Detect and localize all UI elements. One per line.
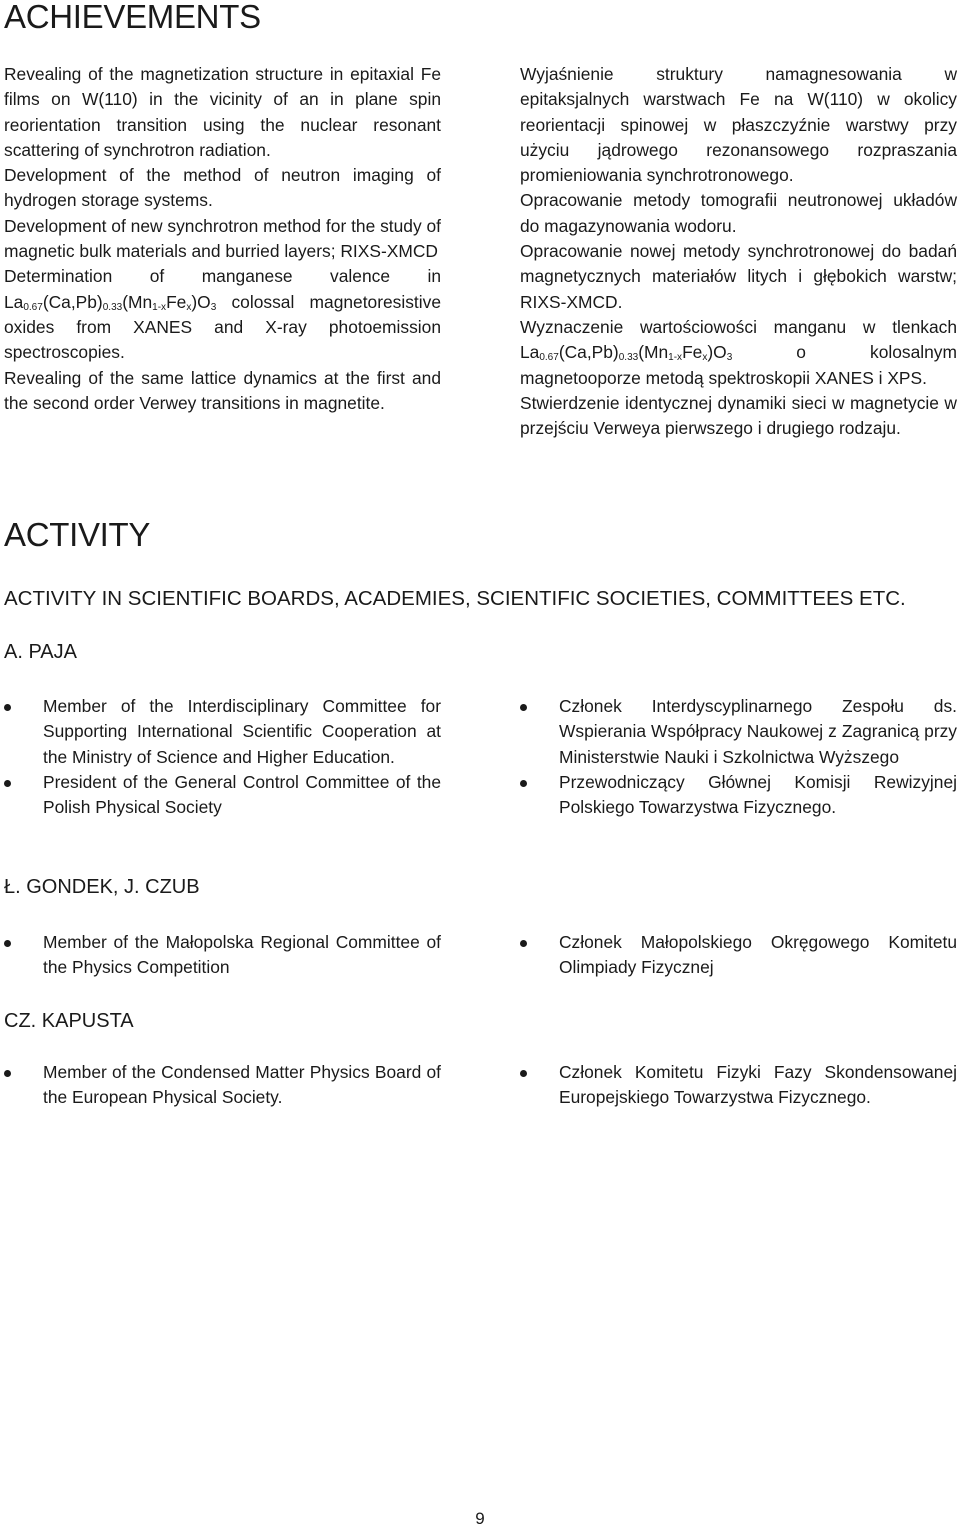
achievement-en-2: Development of the method of neutron imaging of hydrogen storage systems. — [4, 165, 441, 211]
person-name: A. PAJA — [4, 641, 77, 663]
bullet-icon — [520, 1070, 527, 1077]
list-item: Member of the Małopolska Regional Committee of the Physics Competition — [4, 930, 441, 981]
bullet-icon — [520, 780, 527, 787]
achievements-english-column — [4, 62, 441, 416]
achievements-heading: ACHIEVEMENTS — [4, 0, 261, 35]
achievement-pl-3: Opracowanie nowej metody synchrotronowej do badań magnetycznych materiałów litych i głębokich warstw; RIXS-XMCD. — [520, 241, 957, 312]
list-item: Member of the Interdisciplinary Committee for Supporting International Scientific Cooperation at the Ministry of Science and Higher Education. — [4, 694, 441, 770]
activity-subheading: ACTIVITY IN SCIENTIFIC BOARDS, ACADEMIES, SCIENTIFIC SOCIETIES, COMMITTEES ETC. — [4, 587, 906, 610]
bullet-icon — [4, 940, 11, 947]
bullet-icon — [520, 704, 527, 711]
activity-heading: ACTIVITY — [4, 516, 151, 553]
group-3-polish-list — [520, 1060, 957, 1111]
achievement-pl-5: Stwierdzenie identycznej dynamiki sieci w magnetycie w przejściu Verweya pierwszego i drugiego rodzaju. — [520, 392, 957, 439]
bullet-icon — [4, 704, 11, 711]
bullet-icon — [4, 780, 11, 787]
achievement-en-4-lead: Determination of manganese valence in — [4, 266, 441, 287]
bullet-icon — [4, 1070, 11, 1077]
achievement-pl-1: Wyjaśnienie struktury namagnesowania w epitaksjalnych warstwach Fe na W(110) w okolicy reorientacji spinowej w płaszczyźnie warstwy przy użyciu jądrowego rezonansowego rozpraszania promieniowania synchrotronowego. — [520, 64, 957, 186]
person-name: CZ. KAPUSTA — [4, 1010, 134, 1032]
chemical-formula: $La_{0.67}(Ca,Pb)_{0.33}(Mn_{1-x}Fe_x)O_3$ — [520, 342, 733, 364]
chemical-formula: $La_{0.67}(Ca,Pb)_{0.33}(Mn_{1-x}Fe_x)O_3$ — [4, 291, 217, 313]
group-1-english-list — [4, 694, 441, 820]
achievement-en-5: Revealing of the same lattice dynamics at the first and the second order Verwey transitions in magnetite. — [4, 367, 441, 413]
list-item: Członek Małopolskiego Okręgowego Komitetu Olimpiady Fizycznej — [520, 930, 957, 981]
group-2-polish-list — [520, 930, 957, 981]
group-2-english-list — [4, 930, 441, 981]
group-1-polish-list — [520, 694, 957, 820]
achievement-pl-2: Opracowanie metody tomografii neutronowej układów do magazynowania wodoru. — [520, 190, 957, 236]
achievements-polish-column — [520, 62, 957, 441]
achievement-en-4-tail: colossal magnetoresistive oxides from XANES and X-ray photoemission spectroscopies. — [4, 291, 441, 363]
achievement-pl-4-tail: o kolosalnym magnetooporze metodą spektroskopii XANES i XPS. — [520, 342, 957, 388]
achievement-pl-4-lead: Wyznaczenie wartościowości manganu w tlenkach — [520, 316, 957, 337]
person-name: Ł. GONDEK, J. CZUB — [4, 876, 200, 898]
group-3-english-list — [4, 1060, 441, 1111]
list-item: Członek Interdyscyplinarnego Zespołu ds. Wspierania Współpracy Naukowej z Zagranicą przy Ministerstwie Nauki i Szkolnictwa Wyższego — [520, 694, 957, 770]
list-item: Member of the Condensed Matter Physics Board of the European Physical Society. — [4, 1060, 441, 1111]
achievement-en-1: Revealing of the magnetization structure in epitaxial Fe films on W(110) in the vicinity of an in plane spin reorientation transition using the nuclear resonant scattering of synchrotron radiation. — [4, 64, 441, 160]
page-number: 9 — [475, 1509, 485, 1528]
list-item: Przewodniczący Głównej Komisji Rewizyjnej Polskiego Towarzystwa Fizycznego. — [520, 770, 957, 821]
achievement-pl-4 — [520, 315, 957, 391]
achievement-en-3: Development of new synchrotron method for the study of magnetic bulk materials and burried layers; RIXS-XMCD — [4, 215, 441, 262]
bullet-icon — [520, 940, 527, 947]
achievement-en-4 — [4, 264, 441, 365]
list-item: President of the General Control Committee of the Polish Physical Society — [4, 770, 441, 821]
list-item: Członek Komitetu Fizyki Fazy Skondensowanej Europejskiego Towarzystwa Fizycznego. — [520, 1060, 957, 1111]
